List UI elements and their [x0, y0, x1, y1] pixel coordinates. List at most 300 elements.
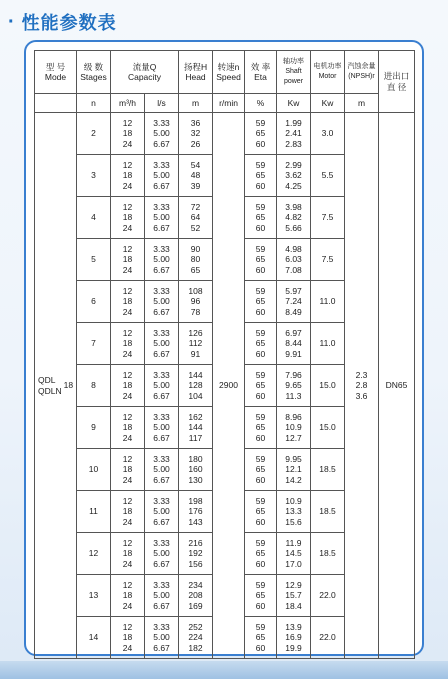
eta-cell — [245, 575, 277, 617]
col-head-header — [179, 51, 213, 94]
stage-cell: 3 — [77, 155, 111, 197]
head-cell-value: 72 — [190, 202, 201, 213]
model-cell — [35, 113, 77, 659]
header-stages-line: 级 数 — [83, 61, 104, 72]
capacity-m3h-cell-value: 24 — [122, 600, 133, 611]
motor-cell: 3.0 — [311, 113, 345, 155]
eta-cell-value: 60 — [255, 264, 266, 275]
eta-cell-value: 60 — [255, 474, 266, 485]
capacity-m3h-cell-value: 12 — [122, 328, 133, 339]
head-cell — [179, 197, 213, 239]
table-row — [35, 113, 415, 155]
head-cell-value: 52 — [190, 222, 201, 233]
shaft-power-cell-value: 10.9 — [285, 422, 302, 433]
shaft-power-cell-value: 9.91 — [285, 348, 302, 359]
eta-cell — [245, 281, 277, 323]
capacity-m3h-cell-value: 24 — [122, 558, 133, 569]
unit-speed: r/min — [213, 94, 245, 113]
capacity-ls-cell-value: 6.67 — [153, 390, 170, 401]
shaft-power-cell-value: 15.6 — [285, 516, 302, 527]
capacity-m3h-cell-value: 12 — [122, 580, 133, 591]
capacity-m3h-cell-value: 12 — [122, 370, 133, 381]
eta-cell-value: 60 — [255, 558, 266, 569]
capacity-ls-cell-value: 3.33 — [153, 538, 170, 549]
capacity-ls-cell-value: 6.67 — [153, 348, 170, 359]
eta-cell-value: 65 — [255, 464, 266, 475]
capacity-ls-cell — [145, 533, 179, 575]
eta-cell-value: 60 — [255, 516, 266, 527]
motor-cell: 15.0 — [311, 365, 345, 407]
head-cell-value: 224 — [188, 632, 203, 643]
stage-cell: 10 — [77, 449, 111, 491]
shaft-power-cell-value: 2.83 — [285, 138, 302, 149]
head-cell-value: 26 — [190, 138, 201, 149]
header-model-line: 型 号 — [45, 61, 66, 72]
head-cell-value: 130 — [188, 474, 203, 485]
eta-cell-value: 59 — [255, 622, 266, 633]
head-cell-value: 234 — [188, 580, 203, 591]
head-cell-value: 39 — [190, 180, 201, 191]
header-port-line: 进出口 — [383, 71, 410, 82]
head-cell-value: 126 — [188, 328, 203, 339]
header-eta-line: 效 率 — [250, 61, 271, 72]
shaft-power-cell-value: 11.9 — [285, 538, 302, 549]
capacity-m3h-cell — [111, 575, 145, 617]
stage-cell: 13 — [77, 575, 111, 617]
capacity-ls-cell-value: 5.00 — [153, 548, 170, 559]
capacity-ls-cell-value: 6.67 — [153, 516, 170, 527]
eta-cell-value: 59 — [255, 244, 266, 255]
shaft-power-cell-value: 19.9 — [285, 642, 302, 653]
shaft-power-cell-value: 4.25 — [285, 180, 302, 191]
eta-cell-value: 59 — [255, 580, 266, 591]
eta-cell-value: 60 — [255, 600, 266, 611]
shaft-power-cell-value: 12.7 — [285, 432, 302, 443]
eta-cell-value: 59 — [255, 454, 266, 465]
capacity-ls-cell-value: 3.33 — [153, 202, 170, 213]
eta-cell-value: 65 — [255, 338, 266, 349]
model-size: 18 — [63, 380, 74, 391]
shaft-power-cell — [277, 155, 311, 197]
capacity-m3h-cell-value: 18 — [122, 128, 133, 139]
motor-cell: 22.0 — [311, 575, 345, 617]
motor-cell: 11.0 — [311, 281, 345, 323]
capacity-m3h-cell — [111, 491, 145, 533]
shaft-power-cell — [277, 617, 311, 659]
eta-cell — [245, 533, 277, 575]
eta-cell-value: 59 — [255, 496, 266, 507]
capacity-m3h-cell — [111, 113, 145, 155]
capacity-ls-cell — [145, 491, 179, 533]
header-head-line: 扬程H — [183, 61, 208, 72]
capacity-m3h-cell-value: 18 — [122, 170, 133, 181]
capacity-m3h-cell-value: 12 — [122, 286, 133, 297]
head-cell-value: 117 — [188, 432, 203, 443]
capacity-ls-cell-value: 6.67 — [153, 642, 170, 653]
header-shaft_power-line: 轴功率 — [283, 57, 305, 65]
header-capacity-line: Capacity — [127, 72, 162, 82]
header-row — [35, 51, 415, 94]
capacity-ls-cell-value: 3.33 — [153, 118, 170, 129]
shaft-power-cell-value: 4.98 — [285, 244, 302, 255]
eta-cell — [245, 617, 277, 659]
capacity-ls-cell-value: 6.67 — [153, 222, 170, 233]
eta-cell-value: 65 — [255, 254, 266, 265]
header-port-line: 直 径 — [386, 81, 407, 92]
shaft-power-cell-value: 4.82 — [285, 212, 302, 223]
capacity-m3h-cell-value: 18 — [122, 632, 133, 643]
shaft-power-cell — [277, 407, 311, 449]
head-cell-value: 78 — [190, 306, 201, 317]
eta-cell-value: 60 — [255, 348, 266, 359]
eta-cell-value: 60 — [255, 390, 266, 401]
capacity-m3h-cell-value: 18 — [122, 464, 133, 475]
header-npsh-line: (NPSH)r — [348, 73, 375, 80]
npsh-cell-value: 2.3 — [355, 370, 368, 381]
shaft-power-cell — [277, 113, 311, 155]
col-motor-header — [311, 51, 345, 94]
capacity-m3h-cell — [111, 449, 145, 491]
eta-cell — [245, 155, 277, 197]
capacity-ls-cell-value: 6.67 — [153, 558, 170, 569]
shaft-power-cell-value: 9.65 — [285, 380, 302, 391]
head-cell-value: 176 — [188, 506, 203, 517]
port-cell: DN65 — [379, 113, 415, 659]
head-cell-value: 96 — [190, 296, 201, 307]
shaft-power-cell-value: 7.08 — [285, 264, 302, 275]
capacity-m3h-cell-value: 24 — [122, 432, 133, 443]
header-shaft_power-line: Shaft power — [283, 67, 304, 86]
head-cell-value: 156 — [188, 558, 203, 569]
eta-cell-value: 59 — [255, 370, 266, 381]
stage-cell: 8 — [77, 365, 111, 407]
shaft-power-cell-value: 13.3 — [285, 506, 302, 517]
capacity-ls-cell-value: 5.00 — [153, 170, 170, 181]
capacity-ls-cell-value: 3.33 — [153, 286, 170, 297]
eta-cell — [245, 197, 277, 239]
capacity-m3h-cell-value: 18 — [122, 506, 133, 517]
capacity-m3h-cell-value: 24 — [122, 180, 133, 191]
capacity-m3h-cell-value: 24 — [122, 348, 133, 359]
head-cell-value: 180 — [188, 454, 203, 465]
head-cell — [179, 407, 213, 449]
capacity-ls-cell-value: 5.00 — [153, 422, 170, 433]
eta-cell — [245, 239, 277, 281]
eta-cell-value: 59 — [255, 328, 266, 339]
eta-cell-value: 59 — [255, 286, 266, 297]
head-cell-value: 198 — [188, 496, 203, 507]
capacity-m3h-cell-value: 18 — [122, 590, 133, 601]
stage-cell: 5 — [77, 239, 111, 281]
head-cell-value: 162 — [188, 412, 203, 423]
capacity-ls-cell-value: 6.67 — [153, 474, 170, 485]
header-speed-line: 转速n — [217, 61, 240, 72]
shaft-power-cell — [277, 449, 311, 491]
shaft-power-cell-value: 1.99 — [285, 118, 302, 129]
capacity-m3h-cell-value: 12 — [122, 118, 133, 129]
eta-cell — [245, 491, 277, 533]
capacity-m3h-cell-value: 24 — [122, 264, 133, 275]
capacity-m3h-cell-value: 18 — [122, 422, 133, 433]
head-cell — [179, 323, 213, 365]
shaft-power-cell-value: 18.4 — [285, 600, 302, 611]
eta-cell-value: 60 — [255, 138, 266, 149]
unit-cap-m3h: m³/h — [111, 94, 145, 113]
eta-cell-value: 65 — [255, 590, 266, 601]
bottom-decor-bar — [0, 661, 448, 679]
shaft-power-cell-value: 6.03 — [285, 254, 302, 265]
shaft-power-cell-value: 7.96 — [285, 370, 302, 381]
eta-cell-value: 59 — [255, 412, 266, 423]
head-cell-value: 192 — [188, 548, 203, 559]
unit-shaft: Kw — [277, 94, 311, 113]
capacity-ls-cell-value: 5.00 — [153, 464, 170, 475]
shaft-power-cell-value: 13.9 — [285, 622, 302, 633]
capacity-ls-cell-value: 5.00 — [153, 254, 170, 265]
capacity-ls-cell — [145, 281, 179, 323]
col-port-header — [379, 51, 415, 113]
capacity-m3h-cell — [111, 617, 145, 659]
col-eta-header — [245, 51, 277, 94]
eta-cell — [245, 323, 277, 365]
shaft-power-cell — [277, 575, 311, 617]
stage-cell: 6 — [77, 281, 111, 323]
motor-cell: 18.5 — [311, 449, 345, 491]
shaft-power-cell-value: 16.9 — [285, 632, 302, 643]
head-cell-value: 104 — [188, 390, 203, 401]
capacity-ls-cell-value: 3.33 — [153, 328, 170, 339]
capacity-m3h-cell-value: 12 — [122, 496, 133, 507]
eta-cell — [245, 365, 277, 407]
capacity-m3h-cell-value: 24 — [122, 642, 133, 653]
head-cell-value: 65 — [190, 264, 201, 275]
motor-cell: 18.5 — [311, 491, 345, 533]
stage-cell: 7 — [77, 323, 111, 365]
eta-cell-value: 65 — [255, 632, 266, 643]
capacity-ls-cell-value: 6.67 — [153, 264, 170, 275]
shaft-power-cell — [277, 491, 311, 533]
capacity-m3h-cell-value: 12 — [122, 160, 133, 171]
head-cell-value: 36 — [190, 118, 201, 129]
capacity-m3h-cell-value: 12 — [122, 412, 133, 423]
unit-eta: % — [245, 94, 277, 113]
head-cell-value: 90 — [190, 244, 201, 255]
capacity-ls-cell — [145, 407, 179, 449]
shaft-power-cell — [277, 281, 311, 323]
eta-cell-value: 65 — [255, 506, 266, 517]
head-cell-value: 208 — [188, 590, 203, 601]
capacity-ls-cell-value: 6.67 — [153, 138, 170, 149]
capacity-m3h-cell — [111, 239, 145, 281]
shaft-power-cell-value: 12.9 — [285, 580, 302, 591]
head-cell — [179, 155, 213, 197]
shaft-power-cell-value: 11.3 — [285, 390, 302, 401]
col-stages-header — [77, 51, 111, 94]
shaft-power-cell-value: 7.24 — [285, 296, 302, 307]
head-cell — [179, 113, 213, 155]
motor-cell: 7.5 — [311, 197, 345, 239]
head-cell-value: 143 — [188, 516, 203, 527]
capacity-m3h-cell — [111, 365, 145, 407]
eta-cell-value: 65 — [255, 170, 266, 181]
shaft-power-cell-value: 3.98 — [285, 202, 302, 213]
shaft-power-cell-value: 8.96 — [285, 412, 302, 423]
capacity-ls-cell — [145, 113, 179, 155]
head-cell-value: 64 — [190, 212, 201, 223]
eta-cell-value: 65 — [255, 296, 266, 307]
head-cell-value: 112 — [188, 338, 203, 349]
capacity-m3h-cell-value: 24 — [122, 138, 133, 149]
eta-cell-value: 65 — [255, 422, 266, 433]
capacity-ls-cell-value: 5.00 — [153, 632, 170, 643]
shaft-power-cell-value: 14.5 — [285, 548, 302, 559]
capacity-ls-cell-value: 3.33 — [153, 580, 170, 591]
eta-cell — [245, 407, 277, 449]
capacity-m3h-cell-value: 18 — [122, 338, 133, 349]
capacity-ls-cell — [145, 617, 179, 659]
capacity-ls-cell-value: 3.33 — [153, 496, 170, 507]
shaft-power-cell-value: 2.41 — [285, 128, 302, 139]
shaft-power-cell — [277, 197, 311, 239]
capacity-ls-cell-value: 3.33 — [153, 160, 170, 171]
capacity-ls-cell — [145, 155, 179, 197]
capacity-m3h-cell-value: 12 — [122, 622, 133, 633]
eta-cell — [245, 113, 277, 155]
head-cell-value: 144 — [188, 422, 203, 433]
unit-motor: Kw — [311, 94, 345, 113]
head-cell — [179, 239, 213, 281]
model-line1: QDL — [38, 375, 56, 386]
head-cell — [179, 281, 213, 323]
unit-head: m — [179, 94, 213, 113]
col-shaft-header — [277, 51, 311, 94]
col-npsh-header — [345, 51, 379, 94]
capacity-m3h-cell-value: 18 — [122, 380, 133, 391]
head-cell-value: 182 — [188, 642, 203, 653]
shaft-power-cell-value: 9.95 — [285, 454, 302, 465]
speed-cell: 2900 — [213, 113, 245, 659]
capacity-ls-cell-value: 5.00 — [153, 212, 170, 223]
capacity-m3h-cell-value: 24 — [122, 222, 133, 233]
eta-cell-value: 59 — [255, 202, 266, 213]
head-cell-value: 80 — [190, 254, 201, 265]
eta-cell-value: 65 — [255, 548, 266, 559]
stage-cell: 14 — [77, 617, 111, 659]
capacity-ls-cell-value: 6.67 — [153, 432, 170, 443]
eta-cell-value: 60 — [255, 642, 266, 653]
header-npsh-line: 汽蚀余量 — [347, 62, 376, 70]
title-text: 性能参数表 — [21, 13, 117, 33]
shaft-power-cell-value: 12.1 — [285, 464, 302, 475]
header-stages-line: Stages — [80, 72, 107, 82]
header-model-line: Mode — [44, 72, 67, 82]
col-capacity-header — [111, 51, 179, 94]
capacity-ls-cell-value: 3.33 — [153, 622, 170, 633]
capacity-ls-cell — [145, 323, 179, 365]
capacity-m3h-cell — [111, 281, 145, 323]
capacity-ls-cell — [145, 239, 179, 281]
shaft-power-cell-value: 10.9 — [285, 496, 302, 507]
capacity-m3h-cell — [111, 155, 145, 197]
capacity-m3h-cell-value: 12 — [122, 454, 133, 465]
motor-cell: 11.0 — [311, 323, 345, 365]
head-cell-value: 216 — [188, 538, 203, 549]
shaft-power-cell — [277, 365, 311, 407]
shaft-power-cell-value: 14.2 — [285, 474, 302, 485]
head-cell-value: 128 — [188, 380, 203, 391]
shaft-power-cell-value: 17.0 — [285, 558, 302, 569]
capacity-ls-cell-value: 3.33 — [153, 370, 170, 381]
capacity-m3h-cell-value: 12 — [122, 244, 133, 255]
head-cell — [179, 617, 213, 659]
page-title — [8, 8, 117, 36]
shaft-power-cell — [277, 323, 311, 365]
head-cell-value: 32 — [190, 128, 201, 139]
motor-cell: 7.5 — [311, 239, 345, 281]
capacity-ls-cell-value: 3.33 — [153, 244, 170, 255]
head-cell — [179, 575, 213, 617]
head-cell — [179, 449, 213, 491]
eta-cell — [245, 449, 277, 491]
capacity-ls-cell-value: 3.33 — [153, 454, 170, 465]
head-cell-value: 54 — [190, 160, 201, 171]
eta-cell-value: 60 — [255, 222, 266, 233]
stage-cell: 9 — [77, 407, 111, 449]
capacity-m3h-cell-value: 18 — [122, 548, 133, 559]
capacity-m3h-cell-value: 12 — [122, 538, 133, 549]
col-speed-header — [213, 51, 245, 94]
head-cell-value: 91 — [190, 348, 201, 359]
shaft-power-cell-value: 8.44 — [285, 338, 302, 349]
head-cell-value: 48 — [190, 170, 201, 181]
header-capacity-line: 流量Q — [132, 61, 157, 72]
header-head-line: Head — [185, 72, 206, 82]
shaft-power-cell — [277, 239, 311, 281]
head-cell — [179, 491, 213, 533]
eta-cell-value: 65 — [255, 128, 266, 139]
capacity-m3h-cell — [111, 323, 145, 365]
head-cell — [179, 365, 213, 407]
capacity-m3h-cell — [111, 533, 145, 575]
motor-cell: 5.5 — [311, 155, 345, 197]
head-cell-value: 144 — [188, 370, 203, 381]
capacity-m3h-cell-value: 24 — [122, 516, 133, 527]
eta-cell-value: 60 — [255, 306, 266, 317]
eta-cell-value: 59 — [255, 538, 266, 549]
capacity-ls-cell-value: 5.00 — [153, 590, 170, 601]
capacity-ls-cell-value: 5.00 — [153, 506, 170, 517]
header-eta-line: Eta — [254, 72, 267, 82]
unit-stages: n — [77, 94, 111, 113]
npsh-cell-value: 2.8 — [355, 380, 368, 391]
capacity-m3h-cell-value: 24 — [122, 474, 133, 485]
capacity-ls-cell — [145, 197, 179, 239]
stage-cell: 12 — [77, 533, 111, 575]
shaft-power-cell-value: 2.99 — [285, 160, 302, 171]
capacity-m3h-cell-value: 24 — [122, 390, 133, 401]
eta-cell-value: 60 — [255, 432, 266, 443]
head-cell-value: 108 — [188, 286, 203, 297]
col-model-header — [35, 51, 77, 94]
motor-cell: 22.0 — [311, 617, 345, 659]
motor-cell: 15.0 — [311, 407, 345, 449]
capacity-ls-cell-value: 5.00 — [153, 380, 170, 391]
head-cell-value: 160 — [188, 464, 203, 475]
capacity-ls-cell-value: 5.00 — [153, 296, 170, 307]
capacity-ls-cell-value: 3.33 — [153, 412, 170, 423]
eta-cell-value: 60 — [255, 180, 266, 191]
capacity-ls-cell — [145, 449, 179, 491]
